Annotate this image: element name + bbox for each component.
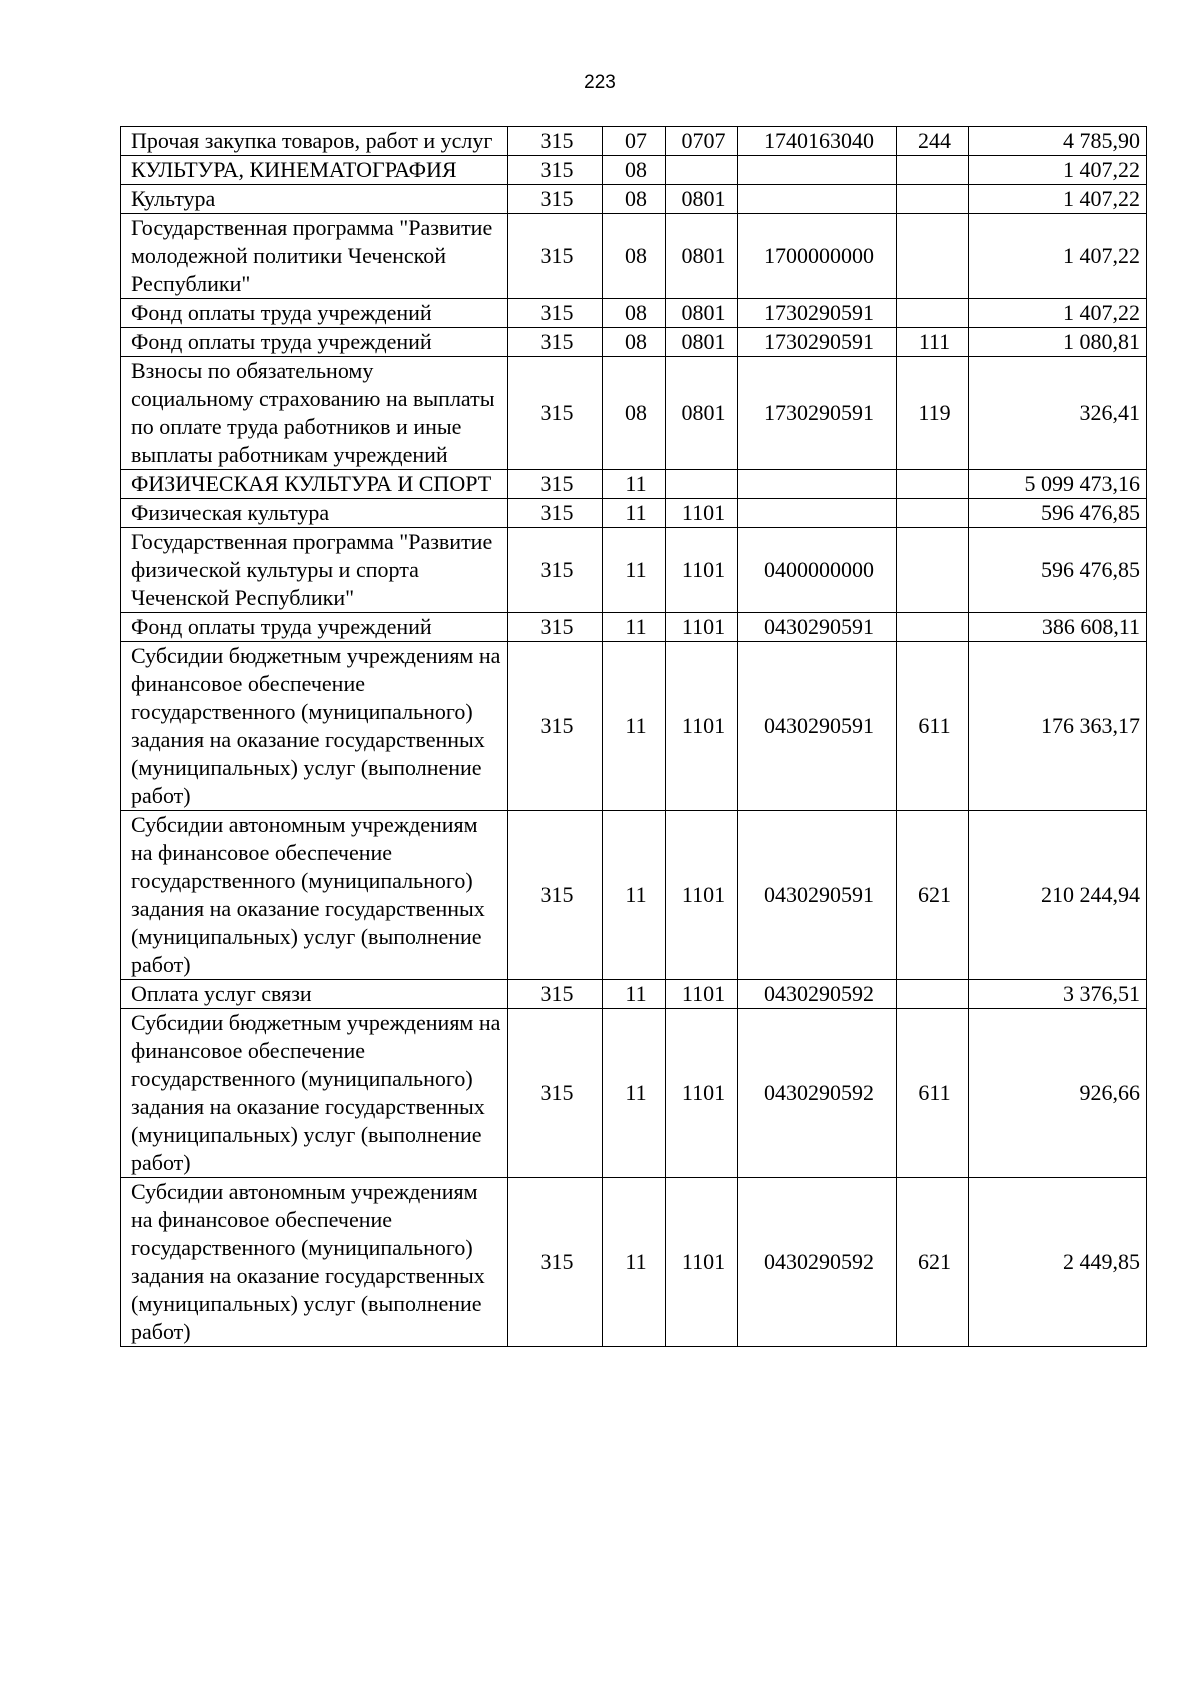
row-expense-type: [897, 185, 969, 214]
row-name: Фонд оплаты труда учреждений: [121, 328, 508, 357]
row-subsection-code: 1101: [666, 499, 738, 528]
row-section-code: 11: [603, 811, 666, 980]
row-amount: 176 363,17: [969, 642, 1147, 811]
row-section-code: 07: [603, 127, 666, 156]
row-amount: 1 407,22: [969, 214, 1147, 299]
table-row: [121, 357, 1147, 470]
row-section-code: 11: [603, 642, 666, 811]
row-subsection-code: 1101: [666, 811, 738, 980]
table-row: [121, 528, 1147, 613]
row-target-article: [738, 470, 897, 499]
row-ministry-code: 315: [508, 1009, 603, 1178]
row-subsection-code: 0801: [666, 214, 738, 299]
row-subsection-code: 0801: [666, 299, 738, 328]
row-expense-type: 111: [897, 328, 969, 357]
row-expense-type: [897, 156, 969, 185]
row-expense-type: [897, 613, 969, 642]
row-ministry-code: 315: [508, 499, 603, 528]
row-target-article: [738, 499, 897, 528]
row-expense-type: 244: [897, 127, 969, 156]
table-row: [121, 185, 1147, 214]
row-target-article: 1730290591: [738, 299, 897, 328]
row-section-code: 08: [603, 214, 666, 299]
row-expense-type: [897, 470, 969, 499]
page-number: 223: [584, 72, 616, 93]
row-section-code: 08: [603, 185, 666, 214]
row-name: Культура: [121, 185, 508, 214]
row-target-article: 0430290591: [738, 613, 897, 642]
table-row: [121, 328, 1147, 357]
row-section-code: 11: [603, 499, 666, 528]
row-ministry-code: 315: [508, 185, 603, 214]
row-amount: 210 244,94: [969, 811, 1147, 980]
row-amount: 1 407,22: [969, 299, 1147, 328]
row-expense-type: [897, 980, 969, 1009]
row-subsection-code: [666, 156, 738, 185]
row-expense-type: 621: [897, 1178, 969, 1347]
row-name: Субсидии автономным учреждениям на финансовое обеспечение государственного (муниципального) задания на оказание государственных (муниципальных) услуг (выполнение работ): [121, 1178, 508, 1347]
table-row: [121, 470, 1147, 499]
row-section-code: 11: [603, 613, 666, 642]
row-name: Фонд оплаты труда учреждений: [121, 299, 508, 328]
row-subsection-code: [666, 470, 738, 499]
row-name: Субсидии бюджетным учреждениям на финансовое обеспечение государственного (муниципального) задания на оказание государственных (муниципальных) услуг (выполнение работ): [121, 1009, 508, 1178]
row-amount: 4 785,90: [969, 127, 1147, 156]
row-expense-type: [897, 499, 969, 528]
row-expense-type: 119: [897, 357, 969, 470]
table-row: [121, 499, 1147, 528]
table-row: [121, 1178, 1147, 1347]
row-amount: 5 099 473,16: [969, 470, 1147, 499]
table-row: [121, 613, 1147, 642]
row-ministry-code: 315: [508, 156, 603, 185]
row-name: ФИЗИЧЕСКАЯ КУЛЬТУРА И СПОРТ: [121, 470, 508, 499]
row-target-article: 0430290591: [738, 811, 897, 980]
row-ministry-code: 315: [508, 470, 603, 499]
row-amount: 3 376,51: [969, 980, 1147, 1009]
row-ministry-code: 315: [508, 299, 603, 328]
row-name: КУЛЬТУРА, КИНЕМАТОГРАФИЯ: [121, 156, 508, 185]
table-row: [121, 156, 1147, 185]
row-name: Взносы по обязательному социальному страхованию на выплаты по оплате труда работников и иные выплаты работникам учреждений: [121, 357, 508, 470]
row-target-article: 0430290592: [738, 980, 897, 1009]
row-name: Субсидии бюджетным учреждениям на финансовое обеспечение государственного (муниципального) задания на оказание государственных (муниципальных) услуг (выполнение работ): [121, 642, 508, 811]
row-target-article: 0430290592: [738, 1009, 897, 1178]
row-subsection-code: 1101: [666, 1009, 738, 1178]
row-expense-type: [897, 214, 969, 299]
row-ministry-code: 315: [508, 811, 603, 980]
table-row: [121, 1009, 1147, 1178]
row-section-code: 11: [603, 1178, 666, 1347]
row-amount: 596 476,85: [969, 528, 1147, 613]
row-section-code: 08: [603, 156, 666, 185]
row-target-article: 0430290591: [738, 642, 897, 811]
row-ministry-code: 315: [508, 357, 603, 470]
table-row: [121, 214, 1147, 299]
row-amount: 386 608,11: [969, 613, 1147, 642]
row-ministry-code: 315: [508, 127, 603, 156]
row-subsection-code: 1101: [666, 613, 738, 642]
row-target-article: 0400000000: [738, 528, 897, 613]
row-amount: 1 080,81: [969, 328, 1147, 357]
row-name: Государственная программа "Развитие молодежной политики Чеченской Республики": [121, 214, 508, 299]
row-target-article: 1740163040: [738, 127, 897, 156]
row-ministry-code: 315: [508, 642, 603, 811]
row-target-article: 1730290591: [738, 328, 897, 357]
table-row: [121, 811, 1147, 980]
row-ministry-code: 315: [508, 980, 603, 1009]
row-amount: 1 407,22: [969, 185, 1147, 214]
row-target-article: [738, 156, 897, 185]
table-row: [121, 980, 1147, 1009]
row-section-code: 11: [603, 528, 666, 613]
row-section-code: 08: [603, 299, 666, 328]
row-name: Прочая закупка товаров, работ и услуг: [121, 127, 508, 156]
row-ministry-code: 315: [508, 1178, 603, 1347]
row-name: Оплата услуг связи: [121, 980, 508, 1009]
row-section-code: 11: [603, 980, 666, 1009]
table-row: [121, 642, 1147, 811]
row-amount: 2 449,85: [969, 1178, 1147, 1347]
row-amount: 596 476,85: [969, 499, 1147, 528]
row-ministry-code: 315: [508, 613, 603, 642]
row-subsection-code: 1101: [666, 528, 738, 613]
row-expense-type: [897, 528, 969, 613]
row-section-code: 08: [603, 357, 666, 470]
row-ministry-code: 315: [508, 214, 603, 299]
row-target-article: 1700000000: [738, 214, 897, 299]
row-subsection-code: 1101: [666, 980, 738, 1009]
row-name: Физическая культура: [121, 499, 508, 528]
row-subsection-code: 0801: [666, 185, 738, 214]
row-subsection-code: 0801: [666, 357, 738, 470]
row-target-article: [738, 185, 897, 214]
row-expense-type: 611: [897, 1009, 969, 1178]
row-section-code: 11: [603, 470, 666, 499]
row-subsection-code: 1101: [666, 1178, 738, 1347]
row-target-article: 1730290591: [738, 357, 897, 470]
table-row: [121, 127, 1147, 156]
row-ministry-code: 315: [508, 528, 603, 613]
row-amount: 1 407,22: [969, 156, 1147, 185]
row-section-code: 11: [603, 1009, 666, 1178]
row-ministry-code: 315: [508, 328, 603, 357]
row-subsection-code: 1101: [666, 642, 738, 811]
row-expense-type: [897, 299, 969, 328]
budget-table: [120, 126, 1147, 1347]
row-target-article: 0430290592: [738, 1178, 897, 1347]
row-expense-type: 621: [897, 811, 969, 980]
row-name: Фонд оплаты труда учреждений: [121, 613, 508, 642]
row-expense-type: 611: [897, 642, 969, 811]
row-subsection-code: 0801: [666, 328, 738, 357]
table-row: [121, 299, 1147, 328]
row-name: Государственная программа "Развитие физической культуры и спорта Чеченской Республики": [121, 528, 508, 613]
row-amount: 926,66: [969, 1009, 1147, 1178]
row-subsection-code: 0707: [666, 127, 738, 156]
row-name: Субсидии автономным учреждениям на финансовое обеспечение государственного (муниципального) задания на оказание государственных (муниципальных) услуг (выполнение работ): [121, 811, 508, 980]
budget-table-body: [121, 127, 1147, 1347]
row-section-code: 08: [603, 328, 666, 357]
row-amount: 326,41: [969, 357, 1147, 470]
